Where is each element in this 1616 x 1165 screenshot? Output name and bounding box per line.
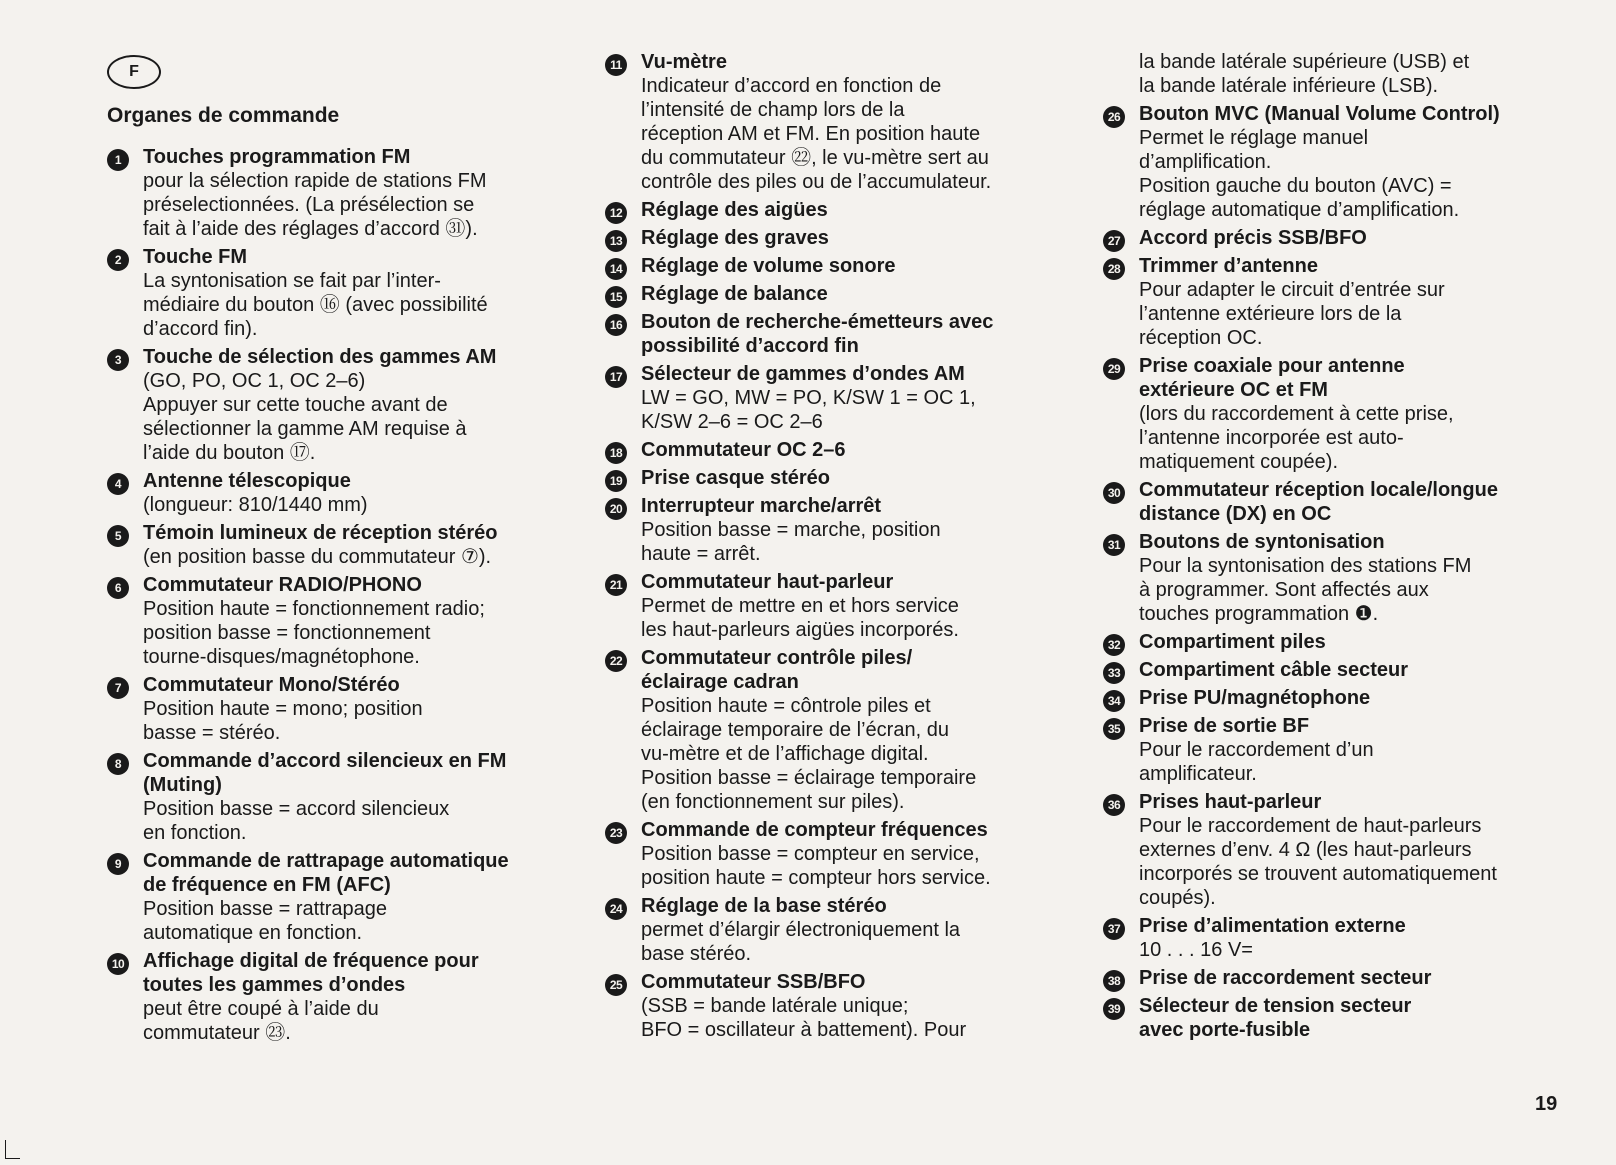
- control-item-27: [1103, 226, 1583, 250]
- item-number-icon: 15: [605, 286, 627, 308]
- item-heading: Compartiment piles: [1139, 631, 1326, 653]
- item-heading: Affichage digital de fréquence pour toutes les gammes d’ondes: [143, 950, 479, 996]
- language-badge: [107, 55, 161, 89]
- control-item-25: [605, 970, 1080, 1042]
- item-number-icon: 32: [1103, 634, 1125, 656]
- item-number-icon: 19: [605, 470, 627, 492]
- item-heading: Bouton MVC (Manual Volume Control): [1139, 103, 1500, 125]
- item-heading: Compartiment câble secteur: [1139, 659, 1408, 681]
- item-description: Position basse = compteur en service, position haute = compteur hors service.: [641, 843, 991, 889]
- control-item-36: [1103, 790, 1583, 910]
- item-heading: Commutateur haut-parleur: [641, 571, 894, 593]
- control-item-22: [605, 646, 1080, 814]
- item-number-icon: 30: [1103, 482, 1125, 504]
- control-item-5: [107, 521, 582, 569]
- item-number-icon: 21: [605, 574, 627, 596]
- column-2: [605, 50, 1080, 1046]
- item-description: (en position basse du commutateur ⑦).: [143, 546, 492, 568]
- language-badge-label: F: [129, 63, 139, 80]
- item-number-icon: 27: [1103, 230, 1125, 252]
- item-description: (lors du raccordement à cette prise, l’antenne incorporée est auto- matiquement coupée).: [1139, 403, 1454, 473]
- item-number-icon: 11: [605, 54, 627, 76]
- item-heading: Sélecteur de gammes d’ondes AM: [641, 363, 965, 385]
- item-description: Pour le raccordement de haut-parleurs externes d’env. 4 Ω (les haut-parleurs incorporés se trouvent automatiquement coupés).: [1139, 815, 1497, 909]
- item-number-icon: 10: [107, 953, 129, 975]
- item-heading: Touche FM: [143, 246, 248, 268]
- item-description: (GO, PO, OC 1, OC 2–6) Appuyer sur cette touche avant de sélectionner la gamme AM requise à l’aide du bouton ⑰.: [143, 370, 467, 464]
- item-heading: Réglage de la base stéréo: [641, 895, 887, 917]
- item-heading: Commande de compteur fréquences: [641, 819, 988, 841]
- item-heading: Témoin lumineux de réception stéréo: [143, 522, 498, 544]
- item-description: 10 . . . 16 V=: [1139, 939, 1253, 961]
- item-description: Permet le réglage manuel d’amplification. Position gauche du bouton (AVC) = réglage automatique d’amplification.: [1139, 127, 1460, 221]
- item-number-icon: 34: [1103, 690, 1125, 712]
- control-item-4: [107, 469, 582, 517]
- control-item-34: [1103, 686, 1583, 710]
- item-number-icon: 1: [107, 149, 129, 171]
- item-heading: Trimmer d’antenne: [1139, 255, 1318, 277]
- control-item-21: [605, 570, 1080, 642]
- control-item-1: [107, 145, 582, 241]
- item-number-icon: 14: [605, 258, 627, 280]
- item-number-icon: 16: [605, 314, 627, 336]
- item-number-icon: 39: [1103, 998, 1125, 1020]
- corner-crop-mark: [5, 1140, 20, 1159]
- item-description: Indicateur d’accord en fonction de l’intensité de champ lors de la réception AM et FM. En position haute du commutateur ㉒, le vu-mètre sert au contrôle des piles ou de l’accumulateur.: [641, 75, 992, 193]
- item-number-icon: 22: [605, 650, 627, 672]
- item-heading: Commutateur contrôle piles/ éclairage cadran: [641, 647, 913, 693]
- item-description: Position haute = mono; position basse = stéréo.: [143, 698, 423, 744]
- item-heading: Sélecteur de tension secteur avec porte-fusible: [1139, 995, 1412, 1041]
- item-heading: Touches programmation FM: [143, 146, 411, 168]
- control-item-28: [1103, 254, 1583, 350]
- item-number-icon: 7: [107, 677, 129, 699]
- item-description: (SSB = bande latérale unique; BFO = oscillateur à battement). Pour: [641, 995, 967, 1041]
- item-number-icon: 18: [605, 442, 627, 464]
- item-description: Pour adapter le circuit d’entrée sur l’antenne extérieure lors de la réception OC.: [1139, 279, 1445, 349]
- control-item-6: [107, 573, 582, 669]
- item-number-icon: 2: [107, 249, 129, 271]
- control-item-16: [605, 310, 1080, 358]
- item-number-icon: 37: [1103, 918, 1125, 940]
- item-heading: Commutateur RADIO/PHONO: [143, 574, 422, 596]
- item-heading: Commande d’accord silencieux en FM (Muting): [143, 750, 507, 796]
- page-number: 19: [1535, 1093, 1558, 1115]
- item-heading: Réglage de balance: [641, 283, 828, 305]
- control-item-9: [107, 849, 582, 945]
- item-number-icon: 28: [1103, 258, 1125, 280]
- item-description: Position basse = accord silencieux en fonction.: [143, 798, 450, 844]
- control-item-19: [605, 466, 1080, 490]
- page-title: Organes de commande: [107, 104, 340, 127]
- control-item-32: [1103, 630, 1583, 654]
- item-number-icon: 8: [107, 753, 129, 775]
- item-heading: Antenne télescopique: [143, 470, 351, 492]
- item-heading: Prise de raccordement secteur: [1139, 967, 1432, 989]
- item-description: peut être coupé à l’aide du commutateur ㉓.: [143, 998, 379, 1044]
- item-number-icon: 33: [1103, 662, 1125, 684]
- item-heading: Vu-mètre: [641, 51, 727, 73]
- item-number-icon: 31: [1103, 534, 1125, 556]
- item-number-icon: 3: [107, 349, 129, 371]
- continuation-text: la bande latérale supérieure (USB) et la bande latérale inférieure (LSB).: [1139, 51, 1470, 97]
- control-item-33: [1103, 658, 1583, 682]
- item-number-icon: 20: [605, 498, 627, 520]
- item-heading: Prise coaxiale pour antenne extérieure OC et FM: [1139, 355, 1405, 401]
- item-heading: Prise casque stéréo: [641, 467, 830, 489]
- control-item-8: [107, 749, 582, 845]
- item-number-icon: 9: [107, 853, 129, 875]
- item-number-icon: 4: [107, 473, 129, 495]
- item-heading: Interrupteur marche/arrêt: [641, 495, 882, 517]
- item-number-icon: 29: [1103, 358, 1125, 380]
- item-description: Pour le raccordement d’un amplificateur.: [1139, 739, 1374, 785]
- item-heading: Prises haut-parleur: [1139, 791, 1322, 813]
- control-item-23: [605, 818, 1080, 890]
- item-number-icon: 13: [605, 230, 627, 252]
- item-number-icon: 17: [605, 366, 627, 388]
- item-heading: Prise de sortie BF: [1139, 715, 1310, 737]
- item-number-icon: 25: [605, 974, 627, 996]
- control-item-38: [1103, 966, 1583, 990]
- control-item-30: [1103, 478, 1583, 526]
- item-number-icon: 35: [1103, 718, 1125, 740]
- item-number-icon: 36: [1103, 794, 1125, 816]
- control-item-10: [107, 949, 582, 1045]
- control-item-39: [1103, 994, 1583, 1042]
- item-number-icon: 26: [1103, 106, 1125, 128]
- item-description: Position basse = rattrapage automatique en fonction.: [143, 898, 388, 944]
- control-item-7: [107, 673, 582, 745]
- control-item-2: [107, 245, 582, 341]
- item-description: Permet de mettre en et hors service les haut-parleurs aigües incorporés.: [641, 595, 959, 641]
- control-item-3: [107, 345, 582, 465]
- control-item-26: [1103, 102, 1583, 222]
- item-number-icon: 6: [107, 577, 129, 599]
- item-heading: Bouton de recherche-émetteurs avec possibilité d’accord fin: [641, 311, 994, 357]
- item-description: Pour la syntonisation des stations FM à programmer. Sont affectés aux touches programmation ❶.: [1139, 555, 1472, 625]
- item-description: LW = GO, MW = PO, K/SW 1 = OC 1, K/SW 2–6 = OC 2–6: [641, 387, 976, 433]
- control-item-12: [605, 198, 1080, 222]
- column-1: [107, 145, 582, 1049]
- control-item-20: [605, 494, 1080, 566]
- item-heading: Prise PU/magnétophone: [1139, 687, 1371, 709]
- item-heading: Réglage des aigües: [641, 199, 828, 221]
- item-heading: Réglage de volume sonore: [641, 255, 896, 277]
- item-number-icon: 5: [107, 525, 129, 547]
- item-heading: Commutateur réception locale/longue distance (DX) en OC: [1139, 479, 1498, 525]
- item-heading: Commutateur OC 2–6: [641, 439, 846, 461]
- item-heading: Boutons de syntonisation: [1139, 531, 1385, 553]
- item-heading: Commutateur Mono/Stéréo: [143, 674, 400, 696]
- control-item-15: [605, 282, 1080, 306]
- item-number-icon: 38: [1103, 970, 1125, 992]
- item-description: Position haute = fonctionnement radio; position basse = fonctionnement tourne-disques/magnétophone.: [143, 598, 485, 668]
- column-3: [1103, 50, 1583, 1046]
- item-description: Position haute = côntrole piles et éclairage temporaire de l’écran, du vu-mètre et de l’affichage digital. Position basse = éclairage temporaire (en fonctionnement sur piles).: [641, 695, 977, 813]
- item-description: La syntonisation se fait par l’inter- médiaire du bouton ⑯ (avec possibilité d’accord fin).: [143, 270, 488, 340]
- item-heading: Commutateur SSB/BFO: [641, 971, 866, 993]
- control-item-18: [605, 438, 1080, 462]
- control-item-24: [605, 894, 1080, 966]
- control-item-37: [1103, 914, 1583, 962]
- item-description: permet d’élargir électroniquement la base stéréo.: [641, 919, 961, 965]
- item-heading: Touche de sélection des gammes AM: [143, 346, 497, 368]
- item-heading: Accord précis SSB/BFO: [1139, 227, 1367, 249]
- control-item-31: [1103, 530, 1583, 626]
- control-item-14: [605, 254, 1080, 278]
- item-description: Position basse = marche, position haute = arrêt.: [641, 519, 941, 565]
- item-heading: Commande de rattrapage automatique de fréquence en FM (AFC): [143, 850, 509, 896]
- item-heading: Réglage des graves: [641, 227, 829, 249]
- item-number-icon: 23: [605, 822, 627, 844]
- control-item-29: [1103, 354, 1583, 474]
- item-number-icon: 12: [605, 202, 627, 224]
- item-description: pour la sélection rapide de stations FM préselectionnées. (La présélection se fait à l’aide des réglages d’accord ㉛).: [143, 170, 487, 240]
- control-item-17: [605, 362, 1080, 434]
- item-heading: Prise d’alimentation externe: [1139, 915, 1406, 937]
- item-number-icon: 24: [605, 898, 627, 920]
- control-item-11: [605, 50, 1080, 194]
- control-item-35: [1103, 714, 1583, 786]
- item-description: (longueur: 810/1440 mm): [143, 494, 368, 516]
- control-item-13: [605, 226, 1080, 250]
